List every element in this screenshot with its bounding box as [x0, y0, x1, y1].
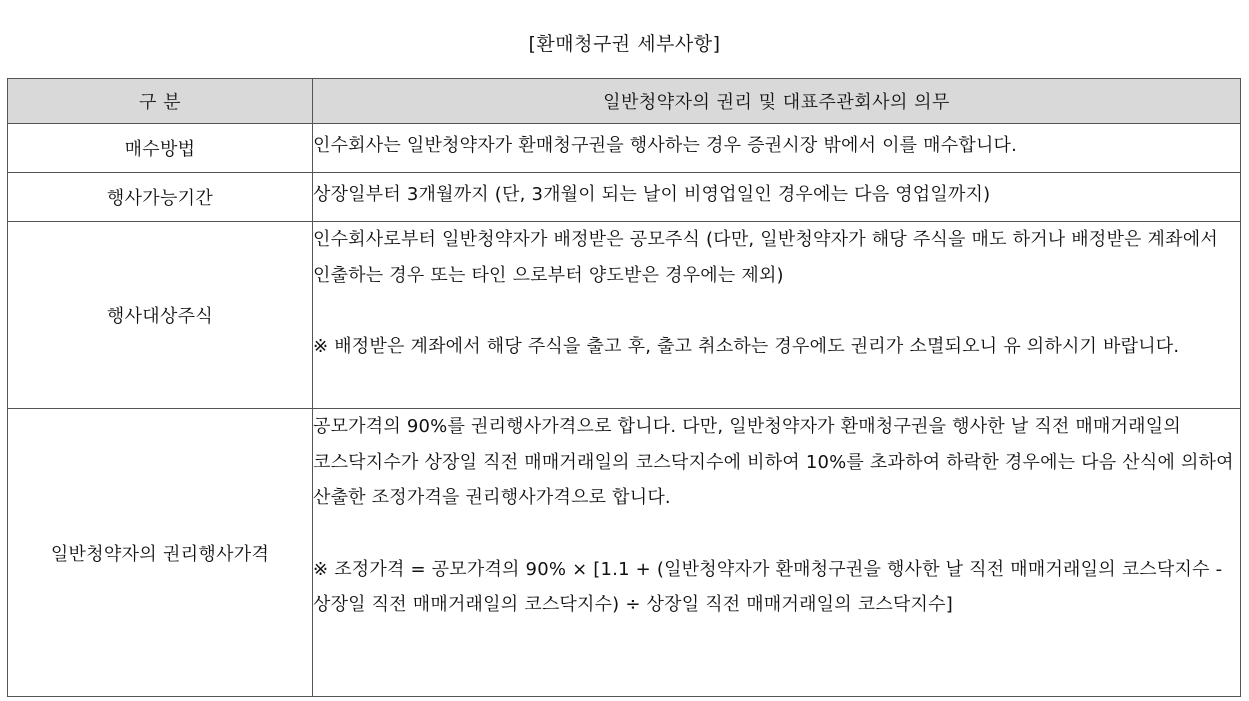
- row-content-exercise-period: [313, 173, 1241, 222]
- row-label-target-shares: 행사대상주식: [8, 222, 313, 409]
- row-paragraph: 상장일부터 3개월까지 (단, 3개월이 되는 날이 비영업일인 경우에는 다음 영업일까지): [313, 184, 991, 205]
- row-label-exercise-price: 일반청약자의 권리행사가격: [8, 409, 313, 697]
- row-paragraph: 인수회사로부터 일반청약자가 배정받은 공모주식 (다만, 일반청약자가 해당 주식을 매도 하거나 배정받은 계좌에서 인출하는 경우 또는 타인 으로부터 양도받은 경우에는 제외): [313, 229, 1218, 286]
- table-row: [8, 409, 1241, 697]
- table-row: [8, 124, 1241, 173]
- row-paragraph: 공모가격의 90%를 권리행사가격으로 합니다. 다만, 일반청약자가 환매청구권을 행사한 날 직전 매매거래일의 코스닥지수가 상장일 직전 매매거래일의 코스닥지수에 비하여 10%를 초과하여 하락한 경우에는 다음 산식에 의하여 산출한 조정가격을 권리행사가격으로 합니다.: [313, 416, 1234, 508]
- header-row: [8, 79, 1241, 124]
- header-category: 구 분: [8, 79, 313, 124]
- table-header: [8, 79, 1241, 124]
- table-row: [8, 222, 1241, 409]
- row-content-target-shares: [313, 222, 1241, 409]
- row-label-purchase-method: 매수방법: [8, 124, 313, 173]
- row-paragraph: 인수회사는 일반청약자가 환매청구권을 행사하는 경우 증권시장 밖에서 이를 매수합니다.: [313, 135, 1018, 156]
- table-body: [8, 124, 1241, 697]
- table-row: [8, 173, 1241, 222]
- table-title: [환매청구권 세부사항]: [528, 33, 721, 55]
- header-description: 일반청약자의 권리 및 대표주관회사의 의무: [313, 79, 1241, 124]
- row-content-purchase-method: [313, 124, 1241, 173]
- row-label-exercise-period: 행사가능기간: [8, 173, 313, 222]
- row-note: ※ 조정가격 = 공모가격의 90% × [1.1 + (일반청약자가 환매청구권을 행사한 날 직전 매매거래일의 코스닥지수 - 상장일 직전 매매거래일의 코스닥지수) ÷ 상장일 직전 매매거래일의 코스닥지수]: [313, 558, 1223, 615]
- put-back-option-table: [7, 78, 1241, 697]
- row-content-exercise-price: [313, 409, 1241, 697]
- row-note: ※ 배정받은 계좌에서 해당 주식을 출고 후, 출고 취소하는 경우에도 권리가 소멸되오니 유 의하시기 바랍니다.: [313, 336, 1180, 357]
